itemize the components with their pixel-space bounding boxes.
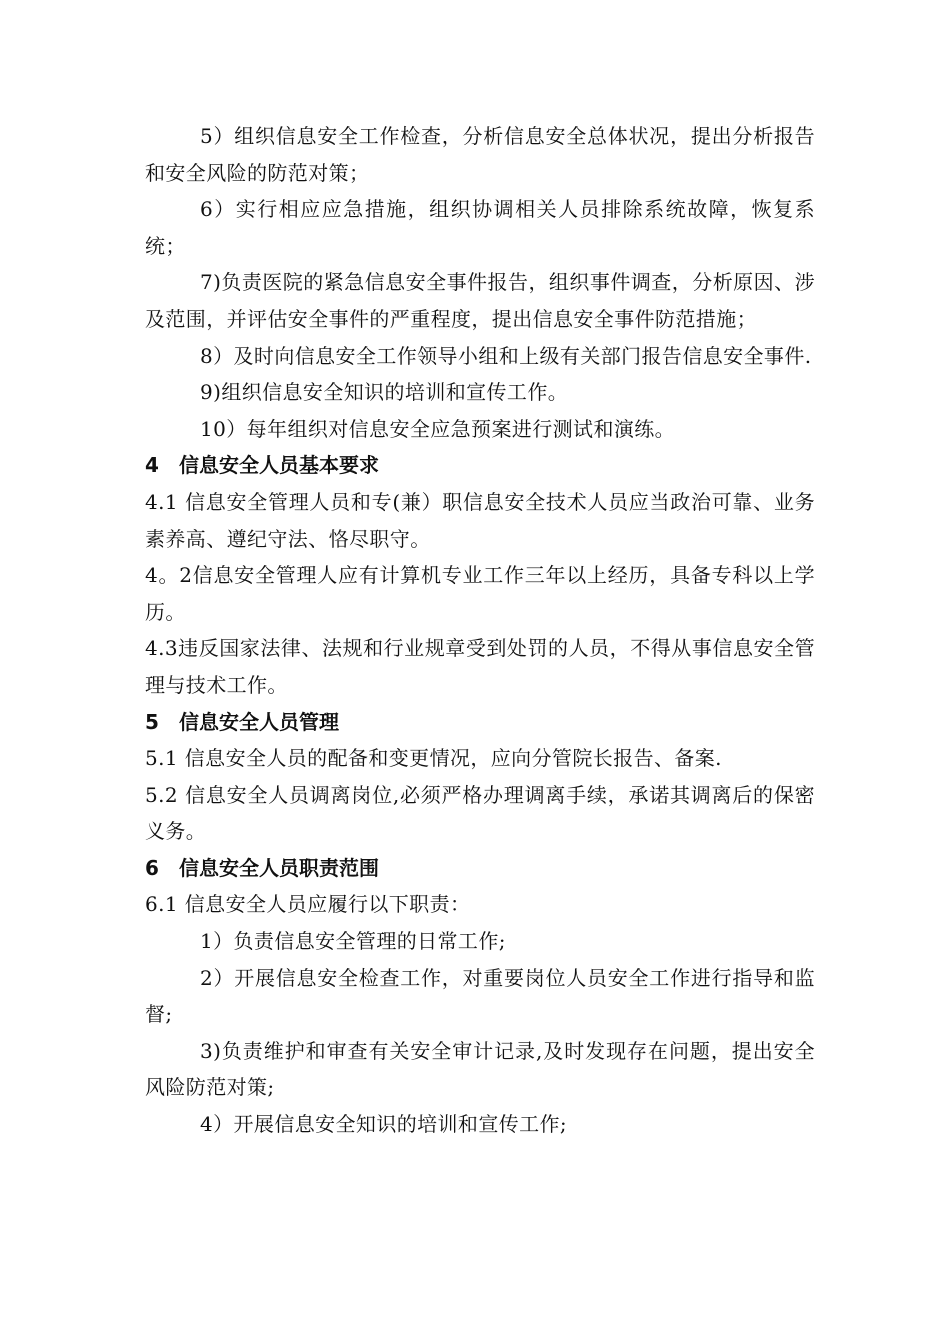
paragraph-item-9: 9)组织信息安全知识的培训和宣传工作。 xyxy=(200,380,569,405)
paragraph-item-5: 5）组织信息安全工作检查，分析信息安全总体状况，提出分析报告和安全风险的防范对策； xyxy=(145,124,815,185)
duty-item-2: 2）开展信息安全检查工作，对重要岗位人员安全工作进行指导和监督; xyxy=(145,965,815,1027)
paragraph-item-10: 10）每年组织对信息安全应急预案进行测试和演练。 xyxy=(200,416,676,441)
paragraph-item-6: 6）实行相应应急措施，组织协调相关人员排除系统故障，恢复系统； xyxy=(145,197,815,258)
section-title: 信息安全人员职责范围 xyxy=(179,855,379,880)
section-number: 5 xyxy=(145,709,159,734)
section-heading-4 xyxy=(145,447,815,484)
clause-4-2: 4。2信息安全管理人应有计算机专业工作三年以上经历，具备专科以上学历。 xyxy=(145,563,815,624)
clause-4-1: 4.1 信息安全管理人员和专(兼）职信息安全技术人员应当政治可靠、业务素养高、遵纪守法、恪尽职守。 xyxy=(145,489,815,551)
section-number: 4 xyxy=(145,453,159,478)
clause-5-2: 5.2 信息安全人员调离岗位,必须严格办理调离手续，承诺其调离后的保密义务。 xyxy=(145,782,815,844)
section-heading-5 xyxy=(145,704,815,741)
section-heading-6 xyxy=(145,850,815,887)
section-number: 6 xyxy=(145,855,159,880)
duty-item-4: 4）开展信息安全知识的培训和宣传工作; xyxy=(200,1112,568,1137)
section-title: 信息安全人员基本要求 xyxy=(179,453,379,478)
section-title: 信息安全人员管理 xyxy=(179,709,339,734)
clause-4-3: 4.3违反国家法律、法规和行业规章受到处罚的人员，不得从事信息安全管理与技术工作。 xyxy=(145,636,815,697)
clause-6-1: 6.1 信息安全人员应履行以下职责： xyxy=(145,892,471,917)
duty-item-3: 3)负责维护和审查有关安全审计记录,及时发现存在问题，提出安全风险防范对策; xyxy=(145,1038,815,1100)
document-page xyxy=(145,118,815,1143)
duty-item-1: 1）负责信息安全管理的日常工作; xyxy=(200,929,506,954)
clause-5-1: 5.1 信息安全人员的配备和变更情况，应向分管院长报告、备案. xyxy=(145,746,722,771)
paragraph-item-8: 8）及时向信息安全工作领导小组和上级有关部门报告信息安全事件. xyxy=(200,343,812,368)
paragraph-item-7: 7)负责医院的紧急信息安全事件报告，组织事件调查，分析原因、涉及范围，并评估安全事件的严重程度，提出信息安全事件防范措施； xyxy=(145,270,815,331)
